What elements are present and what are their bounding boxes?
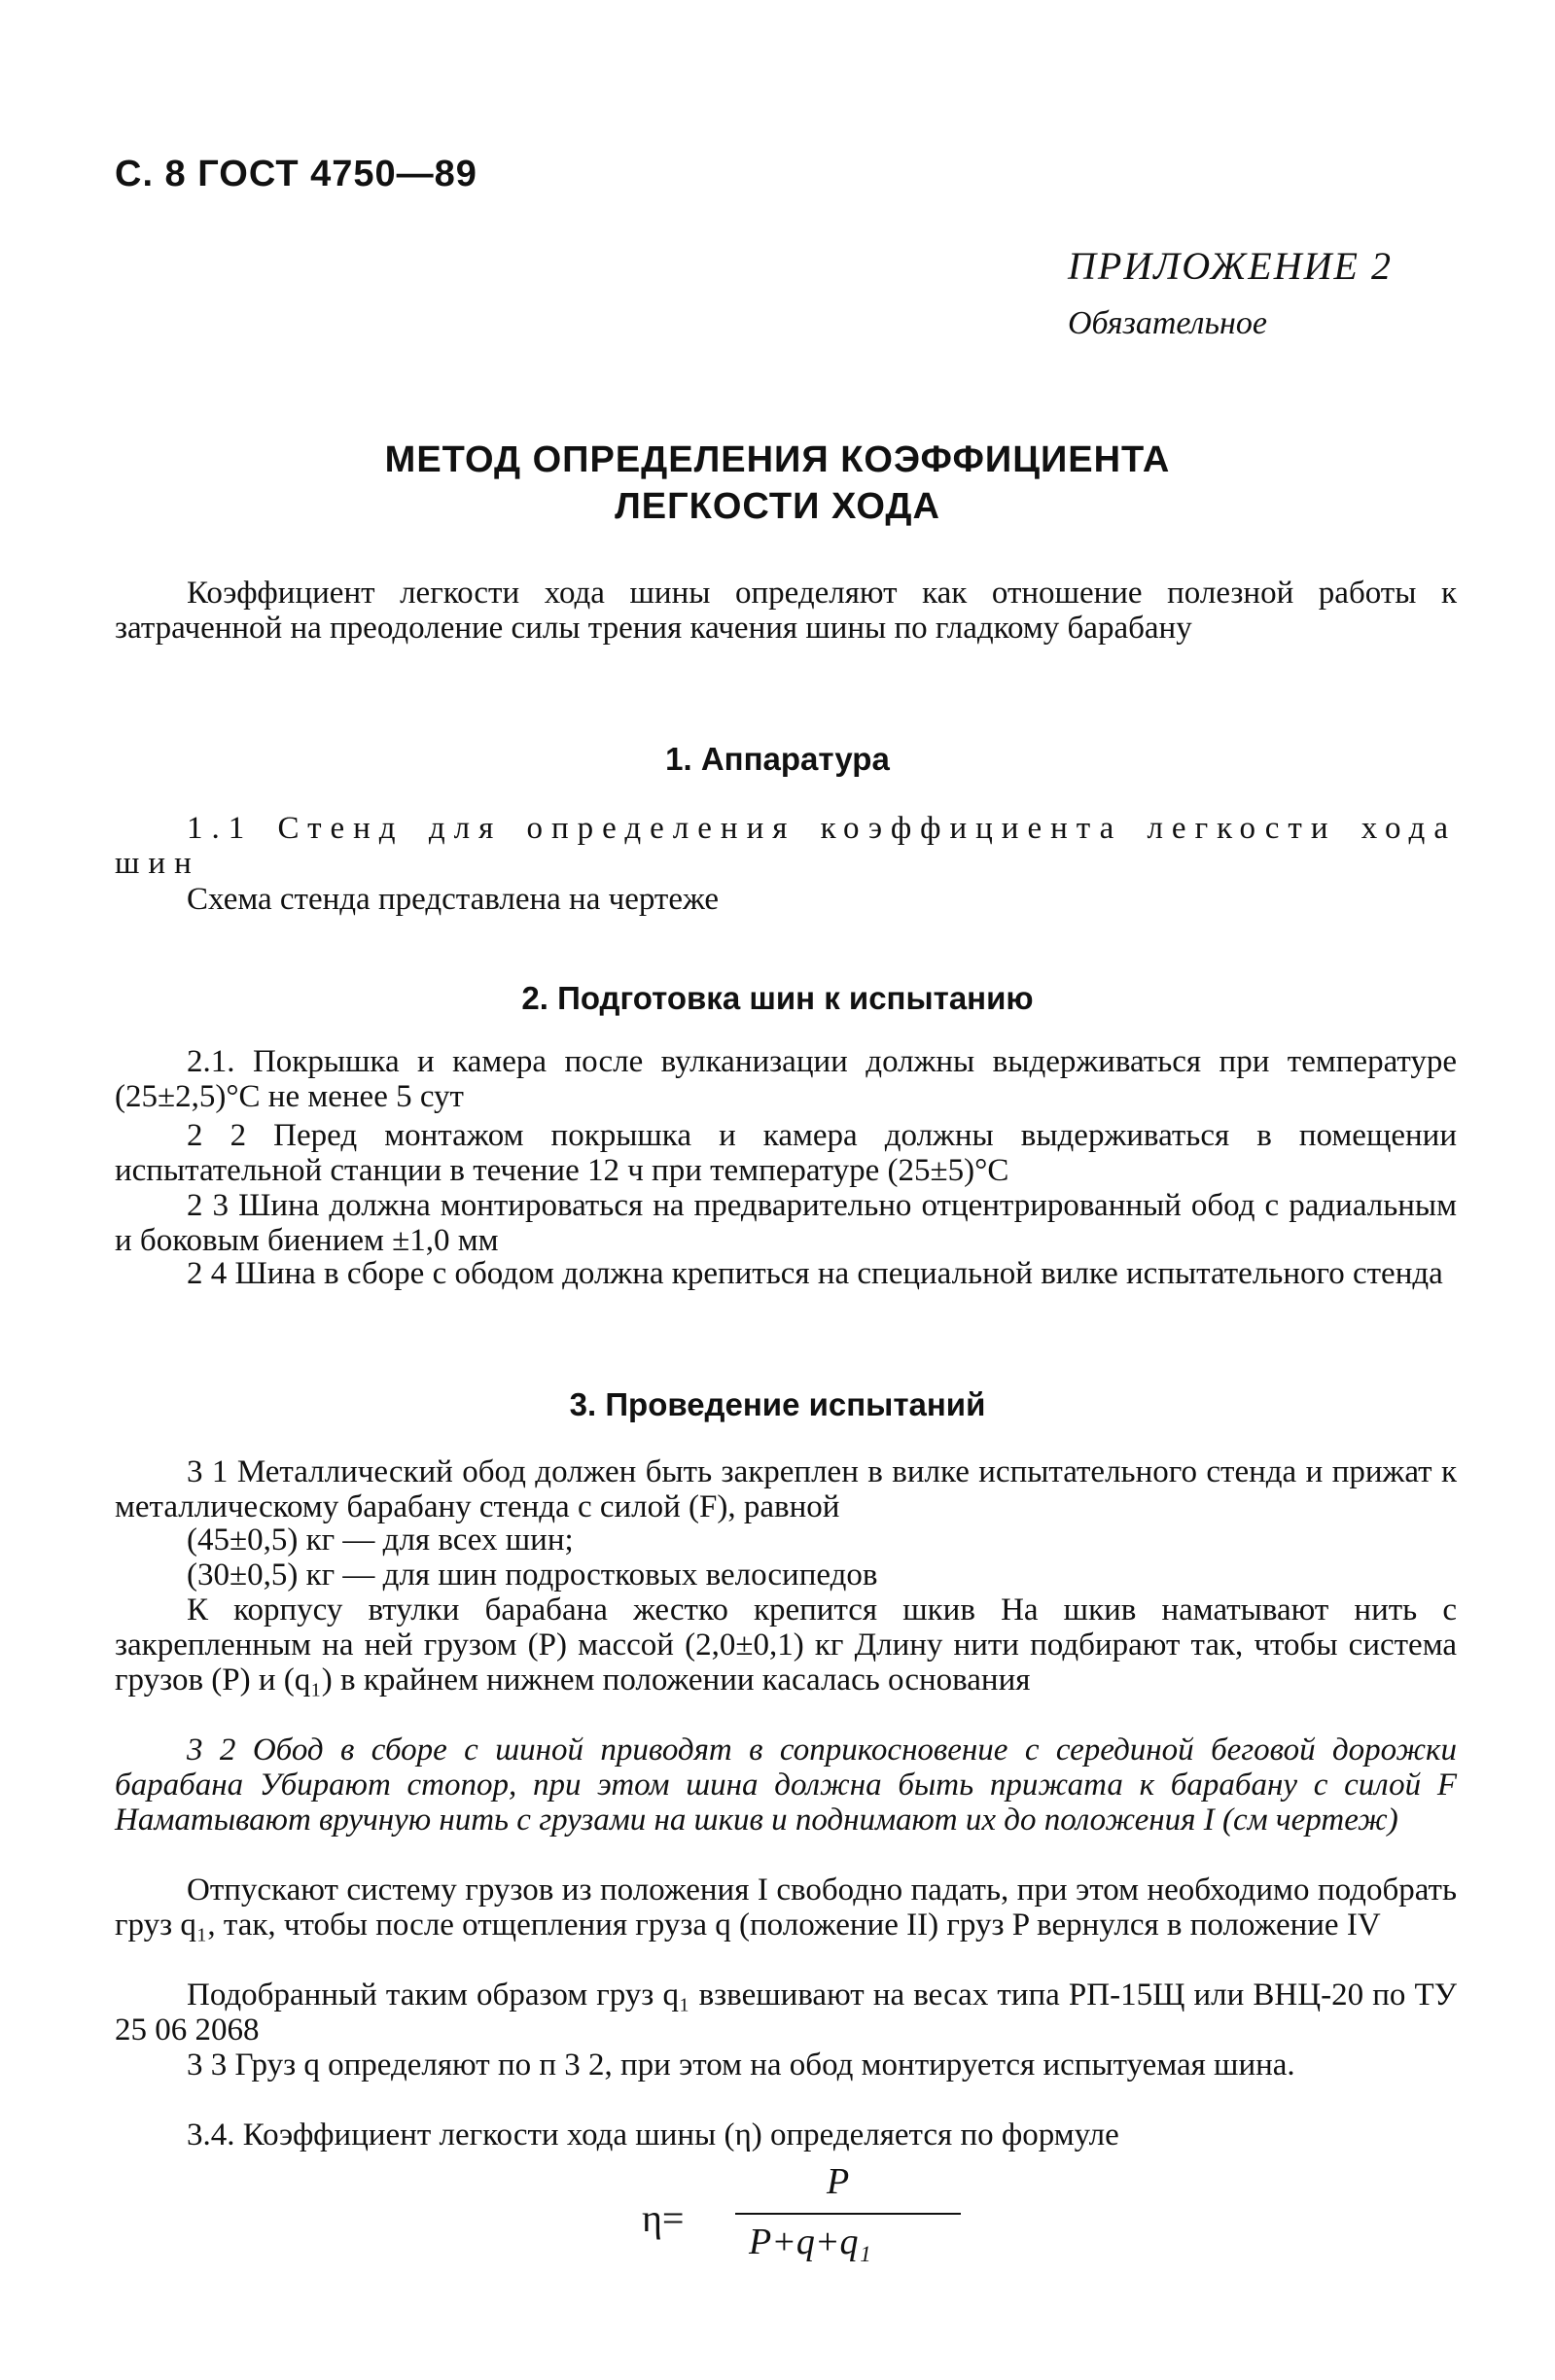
efficiency-formula: [642, 2160, 972, 2277]
document-title-line2: ЛЕГКОСТИ ХОДА: [615, 486, 940, 527]
item-3-3: 3 3 Груз q определяют по п 3 2, при этом на обод монтируется испытуемая шина.: [187, 2048, 1295, 2082]
item-2-1: 2.1. Покрышка и камера после вулканизации должны выдерживаться при температуре (25±2,5)°С не менее 5 сут: [115, 1044, 1457, 1114]
item-2-4: 2 4 Шина в сборе с ободом должна крепиться на специальной вилке испытательного стенда: [187, 1256, 1443, 1291]
item-2-2: 2 2 Перед монтажом покрышка и камера должны выдерживаться в помещении испытательной станции в течение 12 ч при температуре (25±5)°С: [115, 1118, 1457, 1188]
item-3-4: 3.4. Коэффициент легкости хода шины (η) определяется по формуле: [187, 2118, 1119, 2152]
document-title-line1: МЕТОД ОПРЕДЕЛЕНИЯ КОЭФФИЦИЕНТА: [384, 439, 1171, 480]
page-header: С. 8 ГОСТ 4750—89: [115, 154, 477, 194]
formula-denominator: P+q+q₁: [749, 2222, 871, 2262]
appendix-label: ПРИЛОЖЕНИЕ 2: [1068, 244, 1393, 288]
formula-numerator: P: [827, 2161, 850, 2202]
item-2-3: 2 3 Шина должна монтироваться на предварительно отцентрированный обод с радиальным и боковым биением ±1,0 мм: [115, 1188, 1457, 1258]
force-teen-bikes: (30±0,5) кг — для шин подростковых велосипедов: [187, 1558, 878, 1592]
section-2-heading: 2. Подготовка шин к испытанию: [521, 980, 1034, 1016]
pulley-paragraph: К корпусу втулки барабана жестко крепится шкив На шкив наматывают нить с закрепленным на ней грузом (P) массой (2,0±0,1) кг Длину нити подбирают так, чтобы система грузов (P) и (q₁) в крайнем нижнем положении касалась основания: [115, 1592, 1457, 1698]
formula-lhs: η=: [642, 2196, 685, 2240]
intro-paragraph: Коэффициент легкости хода шины определяют как отношение полезной работы к затраченной на преодоление силы трения качения шины по гладкому барабану: [115, 576, 1457, 646]
force-all-tires: (45±0,5) кг — для всех шин;: [187, 1522, 574, 1558]
release-paragraph: Отпускают систему грузов из положения I свободно падать, при этом необходимо подобрать груз q₁, так, чтобы после отщепления груза q (положение II) груз P вернулся в положение IV: [115, 1872, 1457, 1942]
section-3-heading: 3. Проведение испытаний: [569, 1386, 986, 1422]
item-3-1: 3 1 Металлический обод должен быть закреплен в вилке испытательного стенда и прижат к металлическому барабану стенда с силой (F), равной: [115, 1454, 1457, 1524]
item-1-1: 1.1 Стенд для определения коэффициента легкости хода шин: [115, 811, 1457, 881]
section-1-heading: 1. Аппаратура: [665, 741, 890, 777]
fraction-bar: [735, 2213, 961, 2215]
weigh-paragraph: Подобранный таким образом груз q₁ взвешивают на весах типа РП-15Щ или ВНЦ-20 по ТУ 25 06 2068: [115, 1978, 1457, 2048]
item-3-2: 3 2 Обод в сборе с шиной приводят в соприкосновение с серединой беговой дорожки барабана Убирают стопор, при этом шина должна быть прижата к барабану с силой F Наматывают вручную нить с грузами на шкив и поднимают их до положения I (см чертеж): [115, 1732, 1457, 1838]
scheme-text: Схема стенда представлена на чертеже: [187, 882, 719, 917]
mandatory-label: Обязательное: [1068, 305, 1267, 341]
